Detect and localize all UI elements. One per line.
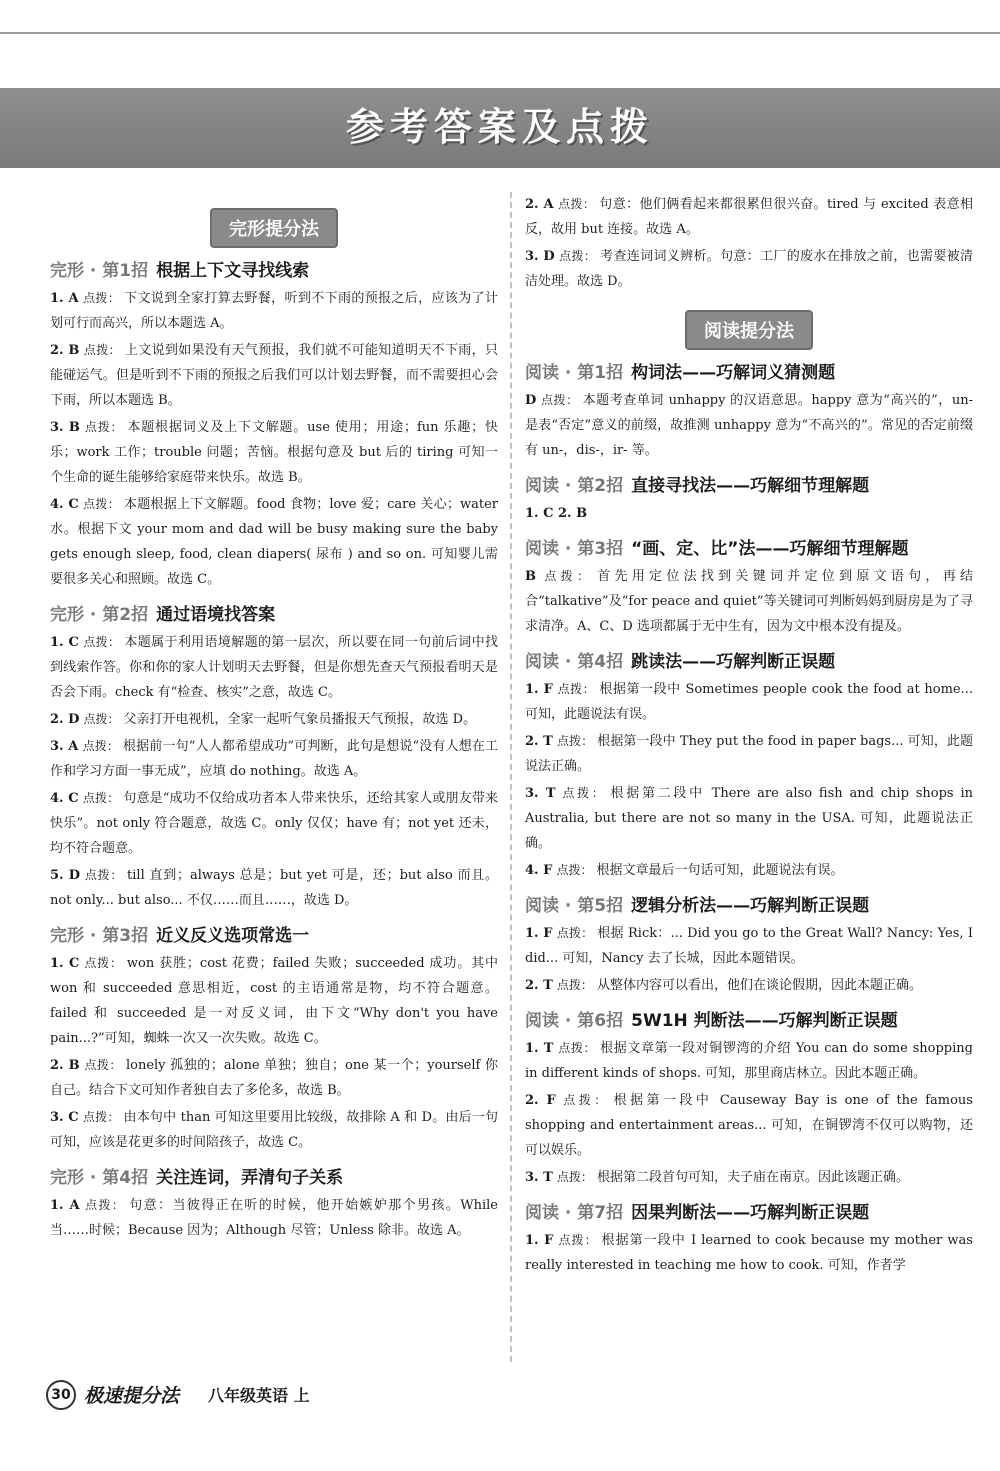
answer-label: 1. F — [525, 682, 553, 697]
answer-explanation: 根据第一段中 I learned to cook because my mother was really interested in teaching me how to cook. 可知，作者学 — [525, 1233, 973, 1273]
hint-keyword: 点拨： — [557, 734, 594, 748]
tactic-heading — [525, 534, 973, 559]
answer-item — [50, 786, 498, 861]
hint-keyword: 点拨： — [557, 682, 596, 696]
answer-item — [525, 388, 973, 463]
tactic-tag: 阅读 · 第7招 — [525, 1203, 624, 1223]
hint-keyword: 点拨： — [84, 1058, 122, 1072]
answer-explanation: 下文说到全家打算去野餐，听到不下雨的预报之后，应该为了计划可行而高兴，所以本题选 A。 — [50, 291, 498, 331]
hint-keyword: 点拨： — [558, 197, 596, 211]
answer-label: 1. A — [50, 1198, 80, 1213]
answer-item — [50, 630, 498, 705]
column-divider — [510, 192, 512, 1362]
answer-item — [525, 858, 973, 883]
book-title: 八年级英语 上 — [208, 1386, 310, 1405]
answer-explanation: 考查连词词义辨析。句意：工厂的废水在排放之前，也需要被清洁处理。故选 D。 — [525, 249, 973, 289]
answer-label: 4. C — [50, 791, 79, 806]
answer-explanation: 根据第一段中 Causeway Bay is one of the famous shopping and entertainment areas... 可知，在铜锣湾不仅可以购物，还可以娱乐。 — [525, 1093, 973, 1158]
answer-item — [50, 1105, 498, 1155]
answer-label: 3. T — [525, 1170, 553, 1185]
answer-item — [525, 677, 973, 727]
hint-keyword: 点拨： — [558, 1233, 598, 1247]
page-title: 参考答案及点拨 — [345, 105, 654, 149]
answer-label: 2. F — [525, 1093, 556, 1108]
hint-keyword: 点拨： — [559, 249, 597, 263]
answer-item — [525, 973, 973, 998]
hint-keyword: 点拨： — [85, 1198, 126, 1212]
answer-label: 1. C 2. B — [525, 506, 588, 521]
hint-keyword: 点拨： — [84, 868, 124, 882]
answer-label: D — [525, 393, 537, 408]
answer-item — [525, 192, 973, 242]
tactic-tag: 完形 · 第2招 — [50, 605, 149, 625]
answer-item — [525, 1088, 973, 1163]
hint-keyword: 点拨： — [83, 343, 121, 357]
answer-explanation: 父亲打开电视机，全家一起听气象员播报天气预报，故选 D。 — [123, 712, 477, 727]
answer-explanation: 根据文章最后一句话可知，此题说法有误。 — [596, 863, 844, 878]
answer-explanation: 根据文章第一段对铜锣湾的介绍 You can do some shopping in different kinds of shops. 可知，那里商店林立。因此本题正确。 — [525, 1041, 973, 1081]
answer-explanation: 本题根据上下文解题。food 食物；love 爱；care 关心；water 水。根据下文 your mom and dad will be busy making sure the baby gets enough sleep, food, clean diapers( 尿布 ) and so on. 可知婴儿需要很多关心和照顾。故选 C。 — [50, 497, 498, 587]
hint-keyword: 点拨： — [83, 712, 120, 726]
answer-item — [50, 707, 498, 732]
tactic-tag: 阅读 · 第1招 — [525, 363, 624, 383]
tactic-title: 因果判断法——巧解判断正误题 — [631, 1203, 870, 1223]
answer-item — [525, 1228, 973, 1278]
hint-keyword: 点拨： — [82, 739, 120, 753]
hint-keyword: 点拨： — [82, 791, 120, 805]
answer-label: 2. T — [525, 734, 553, 749]
hint-keyword: 点拨： — [540, 393, 579, 407]
answer-item — [50, 734, 498, 784]
answer-item — [50, 1193, 498, 1243]
answer-explanation: 上文说到如果没有天气预报，我们就不可能知道明天不下雨，只能碰运气。但是听到不下雨的预报之后我们可以计划去野餐，而不需要担心会下雨，所以本题选 B。 — [50, 343, 498, 408]
top-rule — [0, 32, 1000, 34]
answer-label: 4. C — [50, 497, 79, 512]
hint-keyword: 点拨： — [556, 863, 593, 877]
title-banner — [0, 88, 1000, 168]
hint-keyword: 点拨： — [544, 569, 594, 583]
tactic-tag: 阅读 · 第5招 — [525, 896, 624, 916]
answer-label: 1. A — [50, 291, 79, 306]
answer-explanation: won 获胜；cost 花费；failed 失败；succeeded 成功。其中 won 和 succeeded 意思相近，cost 的主语通常是物，均不符合题意。failed 和 succeeded 是一对反义词，由下文“Why don't you have pain...?”可知，蜘蛛一次又一次失败。故选 C。 — [50, 956, 498, 1046]
tactic-title: 通过语境找答案 — [156, 605, 276, 625]
answer-label: 1. T — [525, 1041, 554, 1056]
answer-explanation: 根据前一句“人人都希望成功”可判断，此句是想说“没有人想在工作和学习方面一事无成”，应填 do nothing。故选 A。 — [50, 739, 498, 779]
answer-label: 1. F — [525, 926, 553, 941]
answer-item — [525, 244, 973, 294]
tactic-heading — [525, 1198, 973, 1223]
answer-item — [525, 1165, 973, 1190]
tactic-heading — [50, 600, 498, 625]
left-column — [50, 192, 498, 1245]
answer-explanation: 首先用定位法找到关键词并定位到原文语句，再结合“talkative”及“for peace and quiet”等关键词可判断妈妈到厨房是为了寻求清净。A、C、D 选项都属于无中生有，因为文中根本没有提及。 — [525, 569, 973, 634]
tactic-tag: 阅读 · 第4招 — [525, 652, 624, 672]
answer-explanation: 根据第一段中 They put the food in paper bags... 可知，此题说法正确。 — [525, 734, 973, 774]
answer-item — [525, 781, 973, 856]
hint-keyword: 点拨： — [558, 1041, 597, 1055]
answer-label: B — [525, 569, 536, 584]
answer-label: 3. B — [50, 420, 80, 435]
answer-item — [50, 415, 498, 490]
section-heading: 完形提分法 — [210, 208, 338, 248]
tactic-tag: 完形 · 第4招 — [50, 1168, 149, 1188]
answer-explanation: 本题根据词义及上下文解题。use 使用；用途；fun 乐趣；快乐；work 工作；trouble 问题；苦恼。根据句意及 but 后的 tiring 可知一个生命的诞生能够给家庭带来快乐。故选 B。 — [50, 420, 498, 485]
tactic-tag: 完形 · 第3招 — [50, 926, 149, 946]
answer-label: 1. C — [50, 956, 80, 971]
tactic-tag: 阅读 · 第6招 — [525, 1011, 624, 1031]
answer-item — [525, 921, 973, 971]
right-column — [525, 192, 973, 1280]
hint-keyword: 点拨： — [83, 291, 121, 305]
answer-label: 3. C — [50, 1110, 79, 1125]
answer-explanation: 句意：他们俩看起来都很累但很兴奋。tired 与 excited 表意相反，故用 but 连接。故选 A。 — [525, 197, 973, 237]
hint-keyword: 点拨： — [556, 926, 594, 940]
tactic-tag: 阅读 · 第3招 — [525, 539, 624, 559]
hint-keyword: 点拨： — [84, 956, 123, 970]
answer-item — [525, 564, 973, 639]
answer-item — [50, 863, 498, 913]
answer-explanation: lonely 孤独的；alone 单独；独自；one 某一个；yourself 你自己。结合下文可知作者独自去了多伦多，故选 B。 — [50, 1058, 498, 1098]
answer-label: 3. D — [525, 249, 555, 264]
tactic-heading — [525, 471, 973, 496]
answer-label: 2. D — [50, 712, 80, 727]
page-number: 30 — [46, 1380, 76, 1410]
tactic-title: 构词法——巧解词义猜测题 — [631, 363, 836, 383]
answer-item — [525, 501, 973, 526]
brand-logo-text: 极速提分法 — [84, 1385, 180, 1407]
answer-label: 4. F — [525, 863, 553, 878]
tactic-heading — [50, 256, 498, 281]
tactic-heading — [50, 1163, 498, 1188]
answer-label: 5. D — [50, 868, 81, 883]
answer-explanation: 从整体内容可以看出，他们在谈论假期，因此本题正确。 — [596, 978, 922, 993]
section-heading: 阅读提分法 — [685, 310, 813, 350]
answer-label: 2. B — [50, 343, 80, 358]
hint-keyword: 点拨： — [562, 786, 607, 800]
tactic-title: 关注连词，弄清句子关系 — [156, 1168, 344, 1188]
tactic-heading — [525, 1006, 973, 1031]
answer-explanation: till 直到；always 总是；but yet 可是，还；but also 而且。not only... but also... 不仅……而且……，故选 D。 — [50, 868, 498, 908]
answer-label: 3. A — [50, 739, 79, 754]
answer-label: 2. A — [525, 197, 554, 212]
answer-label: 2. B — [50, 1058, 80, 1073]
tactic-tag: 阅读 · 第2招 — [525, 476, 624, 496]
answer-explanation: 本题属于利用语境解题的第一层次，所以要在同一句前后词中找到线索作答。你和你的家人计划明天去野餐，但是你想先查天气预报看明天是否会下雨。check 有“检查、核实”之意，故选 C。 — [50, 635, 498, 700]
hint-keyword: 点拨： — [84, 420, 124, 434]
answer-item — [50, 286, 498, 336]
answer-explanation: 句意是“成功不仅给成功者本人带来快乐，还给其家人或朋友带来快乐”。not only 符合题意，故选 C。only 仅仅；have 有；not yet 还未，均不符合题意。 — [50, 791, 498, 856]
answer-explanation: 根据 Rick：... Did you go to the Great Wall? Nancy: Yes, I did... 可知，Nancy 去了长城，因此本题错误。 — [525, 926, 973, 966]
answer-item — [50, 338, 498, 413]
tactic-tag: 完形 · 第1招 — [50, 261, 149, 281]
hint-keyword: 点拨： — [83, 635, 121, 649]
hint-keyword: 点拨： — [82, 1110, 120, 1124]
answer-explanation: 由本句中 than 可知这里要用比较级，故排除 A 和 D。由后一句可知，应该是花更多的时间陪孩子，故选 C。 — [50, 1110, 498, 1150]
answer-label: 1. F — [525, 1233, 554, 1248]
tactic-title: 5W1H 判断法——巧解判断正误题 — [631, 1011, 898, 1031]
tactic-title: 逻辑分析法——巧解判断正误题 — [631, 896, 870, 916]
tactic-title: 跳读法——巧解判断正误题 — [631, 652, 836, 672]
answer-item — [50, 951, 498, 1051]
answer-item — [50, 1053, 498, 1103]
hint-keyword: 点拨： — [83, 497, 120, 511]
tactic-heading — [525, 647, 973, 672]
answer-explanation: 句意：当彼得正在听的时候，他开始嫉妒那个男孩。While 当……时候；Because 因为；Although 尽管；Unless 除非。故选 A。 — [50, 1198, 498, 1238]
answer-item — [50, 492, 498, 592]
answer-explanation: 根据第一段中 Sometimes people cook the food at home... 可知，此题说法有误。 — [525, 682, 973, 722]
answer-explanation: 本题考查单词 unhappy 的汉语意思。happy 意为“高兴的”，un- 是表“否定”意义的前缀，故推测 unhappy 意为“不高兴的”。常见的否定前缀有 un-，dis-，ir- 等。 — [525, 393, 973, 458]
tactic-title: 直接寻找法——巧解细节理解题 — [631, 476, 870, 496]
answer-explanation: 根据第二段首句可知，夫子庙在南京。因此该题正确。 — [596, 1170, 909, 1185]
tactic-title: “画、定、比”法——巧解细节理解题 — [631, 539, 909, 559]
tactic-title: 近义反义选项常选一 — [156, 926, 310, 946]
answer-label: 3. T — [525, 786, 556, 801]
tactic-heading — [525, 358, 973, 383]
hint-keyword: 点拨： — [563, 1093, 610, 1107]
tactic-title: 根据上下文寻找线索 — [156, 261, 310, 281]
answer-item — [525, 729, 973, 779]
tactic-heading — [50, 921, 498, 946]
tactic-heading — [525, 891, 973, 916]
answer-item — [525, 1036, 973, 1086]
answer-explanation: 根据第二段中 There are also fish and chip shops in Australia, but there are not so many in the USA. 可知，此题说法正确。 — [525, 786, 973, 851]
hint-keyword: 点拨： — [556, 978, 593, 992]
answer-label: 1. C — [50, 635, 79, 650]
hint-keyword: 点拨： — [556, 1170, 593, 1184]
answer-label: 2. T — [525, 978, 553, 993]
